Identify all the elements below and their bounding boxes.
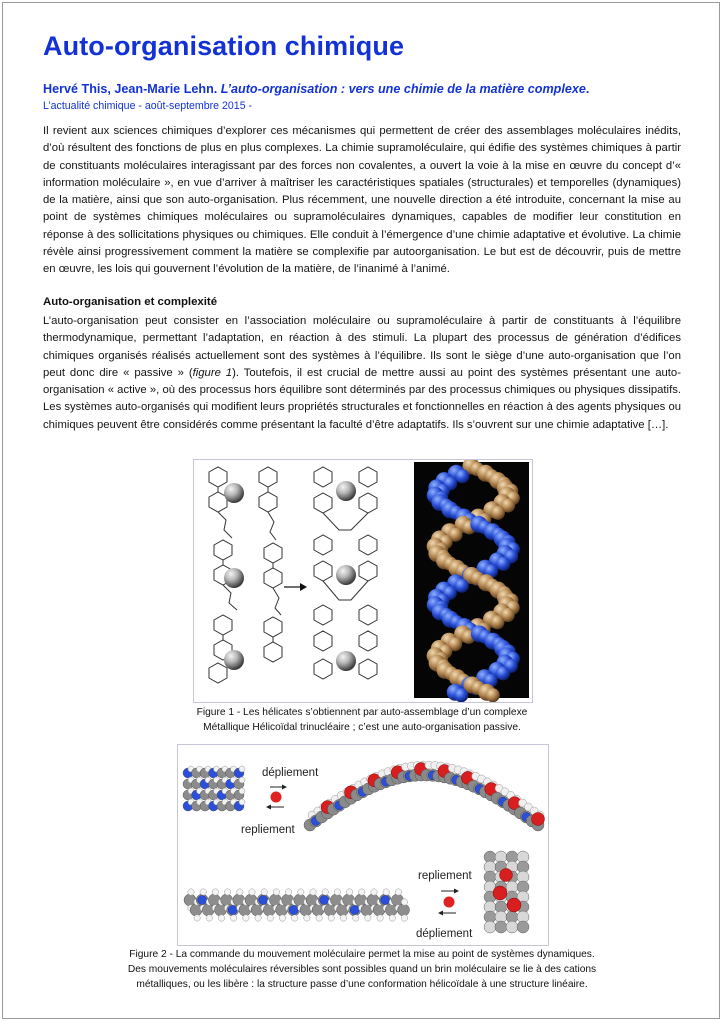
- atom-sphere: [231, 915, 237, 921]
- atom-sphere: [188, 889, 194, 895]
- arrow-right-top: [270, 785, 287, 790]
- atom-sphere: [532, 813, 545, 826]
- atom-sphere: [334, 889, 340, 895]
- figure-1-caption-line1: Figure 1 - Les hélicates s’obtiennent par auto-assemblage d’un complexe: [196, 707, 528, 718]
- atom-sphere: [371, 889, 377, 895]
- atom-sphere: [279, 915, 285, 921]
- label-repliement-top: repliement: [241, 824, 295, 836]
- label-depliement-top: dépliement: [262, 767, 319, 779]
- atom-sphere: [454, 688, 468, 702]
- metal-cation-icon: [444, 897, 455, 908]
- intro-paragraph: Il revient aux sciences chimiques d’explorer ces mécanismes qui permettent de créer des assemblages moléculaires inédits, d’où résultent des fonctions de plus en plus complexes. La chimie supramoléculaire, qui édifie des systèmes chimiques à partir de constituants moléculaires interagissant par des forces non covalentes, a ouvert la voie à la mise en œuvre du concept d’« information moléculaire », en vue d’arriver à maîtriser les caractéristiques spatiales (structurales) et temporelles (dynamiques) de la matière, ainsi que son auto-organisation. Plus récemment, une nouvelle direction a été introduite, concernant la mise au point de systèmes chimiques moléculaires ou supramoléculaires dynamiques, capables de modifier leur constitution en réponse à des sollicitations physiques ou chimiques. Elle conduit à l’émergence d’une chimie adaptative et évolutive. La chimie révèle ainsi progressivement comment la matière se complexifie par autoorganisation. Le but est de découvrir, puis de mettre en œuvre, les lois qui gouvernent l’évolution de la matière, de l’inanimé à l’animé.: [43, 125, 681, 276]
- figure-2-drawing: [178, 745, 548, 945]
- atom-sphere: [383, 889, 389, 895]
- section-paragraph: [43, 313, 681, 434]
- atom-sphere: [310, 889, 316, 895]
- atom-sphere: [359, 889, 365, 895]
- atom-sphere: [243, 915, 249, 921]
- metal-cation-icon: [271, 792, 282, 803]
- folded-helix-model: [183, 766, 245, 811]
- linear-strand-model: [184, 889, 410, 921]
- atom-sphere: [273, 889, 279, 895]
- reference-journal: L’actualité chimique - août-septembre 2015 -: [43, 100, 253, 112]
- space-filling-model: [414, 460, 529, 702]
- atom-sphere: [239, 777, 245, 783]
- reference-article-title: L’auto-organisation : vers une chimie de la matière complexe: [220, 82, 586, 96]
- atom-sphere: [381, 896, 390, 905]
- atom-sphere: [328, 915, 334, 921]
- arrow-left-top: [266, 805, 284, 810]
- atom-sphere: [298, 889, 304, 895]
- metal-ion: [224, 650, 244, 670]
- atom-sphere: [255, 915, 261, 921]
- reference-title-end: .: [585, 82, 590, 96]
- atom-sphere: [340, 915, 346, 921]
- atom-sphere: [389, 915, 395, 921]
- atom-sphere: [259, 896, 268, 905]
- atom-sphere: [200, 889, 206, 895]
- unfolded-arc-model: [304, 761, 545, 831]
- atom-sphere: [212, 889, 218, 895]
- atom-sphere: [267, 915, 273, 921]
- atom-sphere: [496, 666, 510, 680]
- page-title: Auto-organisation chimique: [43, 31, 405, 61]
- atom-sphere: [353, 915, 359, 921]
- figure-2-image: [177, 744, 549, 946]
- figure-2-caption-line1: Figure 2 - La commande du mouvement moléculaire permet la mise au point de systèmes dynamiques.: [129, 949, 595, 960]
- atom-sphere: [455, 469, 469, 483]
- figure-1-caption-line2: Métallique Hélicoïdal trinucléaire ; c’est une auto-organisation passive.: [203, 722, 521, 733]
- arrow-left-bottom: [438, 911, 456, 916]
- metal-ion: [336, 651, 356, 671]
- atom-sphere: [398, 904, 410, 916]
- reaction-arrow: [284, 583, 307, 591]
- ligand-strand-mid: [259, 467, 282, 662]
- atom-sphere: [484, 921, 496, 933]
- reference-authors: Hervé This, Jean-Marie Lehn.: [43, 82, 218, 96]
- atom-sphere: [316, 915, 322, 921]
- atom-sphere: [506, 921, 518, 933]
- reference-line: [43, 82, 589, 96]
- folded-complex-model: [484, 851, 529, 933]
- atom-sphere: [486, 688, 500, 702]
- atom-sphere: [239, 766, 245, 772]
- atom-sphere: [346, 889, 352, 895]
- label-repliement-bottom: repliement: [418, 870, 472, 882]
- figure-2-caption-line2: Des mouvements moléculaires réversibles sont possibles quand un brin moléculaire se lie à des cations: [127, 964, 597, 975]
- atom-sphere: [350, 906, 359, 915]
- atom-sphere: [218, 915, 224, 921]
- atom-sphere: [401, 899, 407, 905]
- atom-sphere: [304, 915, 310, 921]
- document-page: [2, 2, 720, 1019]
- atom-sphere: [517, 921, 529, 933]
- atom-sphere: [249, 889, 255, 895]
- section-paragraph-part2: ). Toutefois, il est crucial de mettre aussi au point des systèmes présentant une auto-organisation « active », où des processus hors équilibre sont déterminés par des processus chimiques ou physiques dissipatifs. Les systèmes auto-organisés qui modifient leurs propriétés structurales et fonctionnelles en réaction à des agents physiques ou chimiques peuvent être considérés comme présentant la faculté d’être adaptatifs. Ils s’ouvrent sur une chimie adaptative […].: [43, 366, 682, 431]
- atom-sphere: [395, 889, 401, 895]
- atom-sphere: [490, 615, 504, 629]
- figure-1-caption: [43, 705, 681, 735]
- atom-sphere: [289, 906, 298, 915]
- label-depliement-bottom: dépliement: [416, 928, 473, 940]
- atom-sphere: [228, 906, 237, 915]
- atom-sphere: [401, 915, 407, 921]
- atom-sphere: [500, 869, 513, 882]
- atom-sphere: [365, 915, 371, 921]
- section-heading: Auto-organisation et complexité: [43, 296, 218, 308]
- arrow-right-bottom: [441, 889, 459, 894]
- atom-sphere: [495, 921, 507, 933]
- atom-sphere: [237, 889, 243, 895]
- atom-sphere: [194, 915, 200, 921]
- atom-sphere: [507, 898, 521, 912]
- atom-sphere: [239, 799, 245, 805]
- figure-2-caption-line3: métalliques, ou les libère : la structure passe d’une conformation hélicoïdale à une structure linéaire.: [136, 979, 588, 990]
- figure-1-image: [193, 459, 533, 703]
- atom-sphere: [455, 579, 469, 593]
- atom-sphere: [239, 788, 245, 794]
- atom-sphere: [224, 889, 230, 895]
- metal-ion: [224, 568, 244, 588]
- metal-ion: [224, 483, 244, 503]
- figure-1-drawing: [194, 460, 532, 702]
- atom-sphere: [285, 889, 291, 895]
- atom-sphere: [491, 506, 505, 520]
- atom-sphere: [320, 896, 329, 905]
- atom-sphere: [198, 896, 207, 905]
- atom-sphere: [292, 915, 298, 921]
- atom-sphere: [493, 886, 507, 900]
- atom-sphere: [206, 915, 212, 921]
- section-paragraph-part1: L’auto-organisation peut consister en l’association moléculaire ou supramoléculaire à partir de constituants à l’équilibre thermodynamique, permettant l’adaptation, en réaction à des stimuli. La plupart des processus de génération d’édifices chimiques organisés réalisés actuellement sont des systèmes à l’équilibre. Ils sont le siège d’une auto-organisation que l’on peut donc dire « passive » (: [43, 315, 681, 379]
- atom-sphere: [377, 915, 383, 921]
- atom-sphere: [496, 557, 510, 571]
- figure-reference: figure 1: [192, 366, 233, 379]
- atom-sphere: [322, 889, 328, 895]
- metal-ion: [336, 565, 356, 585]
- atom-sphere: [261, 889, 267, 895]
- figure-2-caption: [43, 947, 681, 992]
- metal-ion: [336, 481, 356, 501]
